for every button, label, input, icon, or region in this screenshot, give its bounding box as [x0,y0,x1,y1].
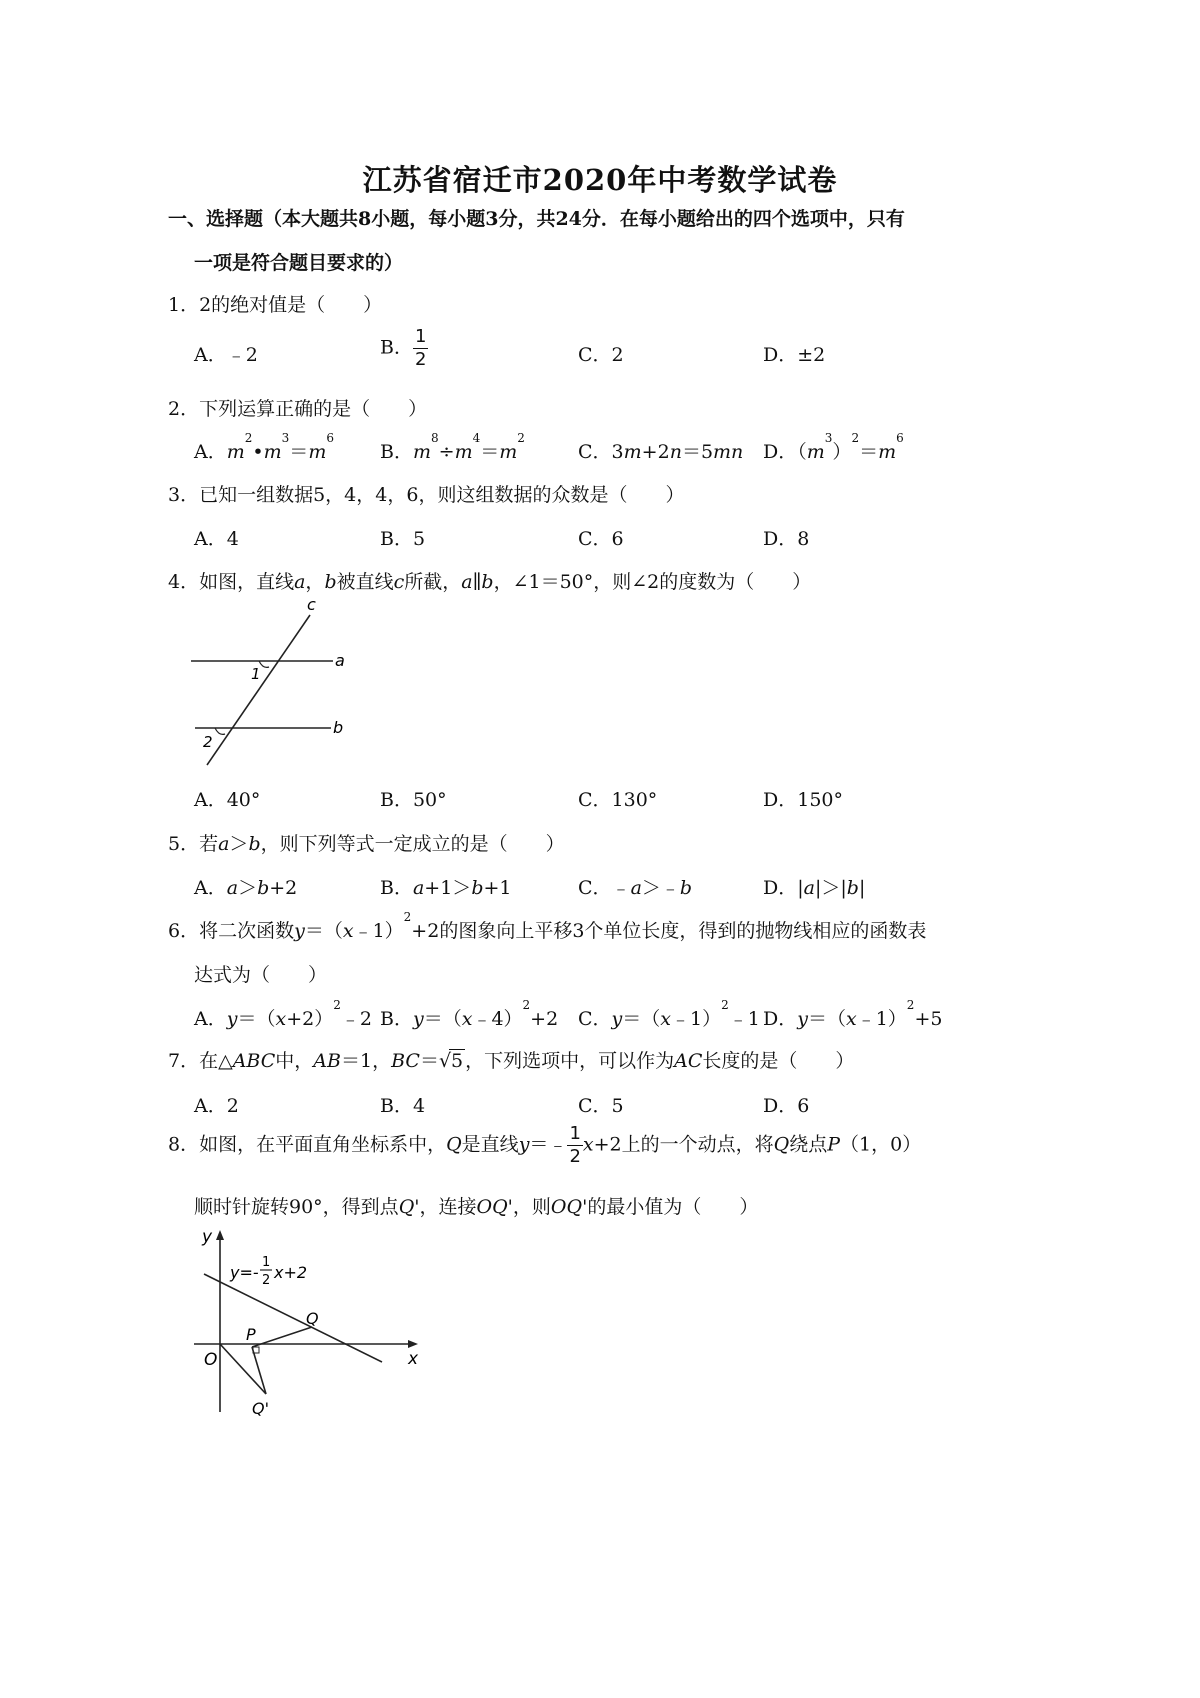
label-origin: O [204,1350,218,1370]
label-b: b [333,718,344,737]
line-label-pre: y=- [230,1263,259,1282]
q2-option-a: A．$m^2•m^3=m^6$ [194,431,334,463]
line-label-num: 1 [262,1255,271,1270]
label-x: x [408,1349,419,1369]
q6-option-d: D．y＝（x﹣1）$^2$+5 [763,998,943,1030]
q2-option-c: C．3m+2n＝5mn [578,441,744,463]
q3-option-a: A．4 [194,528,239,550]
label-c: c [307,595,316,614]
q1-option-a: A．﹣2 [194,344,258,366]
label-angle2: 2 [203,733,213,751]
q1-stem: 1．2的绝对值是（ ） [168,294,383,316]
label-q-prime: Q' [252,1399,269,1418]
y-axis-arrow [216,1230,224,1240]
q4-option-d: D．150° [763,789,843,811]
q4-option-a: A．40° [194,789,261,811]
label-angle1: 1 [251,665,261,683]
q4-option-b: B．50° [380,789,447,811]
q4-option-c: C．130° [578,789,658,811]
angle2-arc [215,728,225,734]
q8-stem-line2: 顺时针旋转90°，得到点Q'，连接OQ'，则OQ'的最小值为（ ） [194,1196,759,1218]
label-y: y [202,1227,213,1247]
q5-option-d: D．|a|＞|b| [763,877,866,899]
q1-option-b: B． $\frac{1}{2}$ [380,326,427,370]
page-title: 江苏省宿迁市2020年中考数学试卷 [362,163,838,197]
label-q: Q [306,1309,319,1328]
q7-option-b: B．4 [380,1095,426,1117]
label-p: P [246,1325,256,1344]
line-c [207,615,310,765]
q1-option-d: D．±2 [763,344,826,366]
q4-stem: 4．如图，直线a，b被直线c所截，a∥b，∠1＝50°，则∠2的度数为（ ） [168,571,812,593]
q5-stem: 5．若a＞b，则下列等式一定成立的是（ ） [168,833,565,855]
q8-stem-line1: 8．如图，在平面直角坐标系中，Q是直线y＝﹣ $\frac{1}{2}$ x+2上的一个动点，将Q绕点P（1，0） [168,1123,922,1167]
q6-stem-line2: 达式为（ ） [194,964,328,986]
q3-option-d: D．8 [763,528,810,550]
q5-option-c: C．﹣a＞﹣b [578,877,693,899]
q2-option-b: B．$m^8\div m^4=m^2$ [380,431,525,463]
line-label-den: 2 [262,1273,271,1288]
line-label-post: x+2 [274,1263,308,1282]
q6-option-a: A．$y=(x+2)^2﹣2$ [194,998,372,1030]
q1-option-c: C．2 [578,344,624,366]
q2-option-d: D．$(m^3)^2=m^6$ [763,431,904,463]
q5-option-a: A．a＞b+2 [194,877,298,899]
label-a: a [335,651,345,670]
fraction-one-half: $\frac{1}{2}$ [414,326,427,370]
q6-option-b: B．y＝（x﹣4）$^2$+2 [380,998,559,1030]
q7-option-d: D．6 [763,1095,810,1117]
q3-option-c: C．6 [578,528,624,550]
q7-stem: 7．在△ABC中，AB＝1，BC＝√5 ，下列选项中，可以作为AC长度的是（ ） [168,1050,855,1072]
q5-option-b: B．a+1＞b+1 [380,877,512,899]
q7-option-a: A．2 [194,1095,239,1117]
x-axis-arrow [408,1340,418,1348]
q2-stem: 2．下列运算正确的是（ ） [168,398,428,420]
section-header-line1: 一、选择题（本大题共8小题，每小题3分，共24分．在每小题给出的四个选项中，只有 [168,208,905,230]
q3-option-b: B．5 [380,528,426,550]
q6-stem-line1: 6．将二次函数y＝（x﹣1）$^2$+2的图象向上平移3个单位长度，得到的抛物线相应的函数表 [168,910,927,942]
q3-stem: 3．已知一组数据5，4，4，6，则这组数据的众数是（ ） [168,484,685,506]
q4-figure [185,595,365,775]
q7-option-c: C．5 [578,1095,624,1117]
section-header-line2: 一项是符合题目要求的） [194,252,404,274]
line-y [204,1274,382,1362]
q6-option-c: C．y＝（x﹣1）$^2$﹣1 [578,998,760,1030]
q8-figure [190,1222,430,1422]
